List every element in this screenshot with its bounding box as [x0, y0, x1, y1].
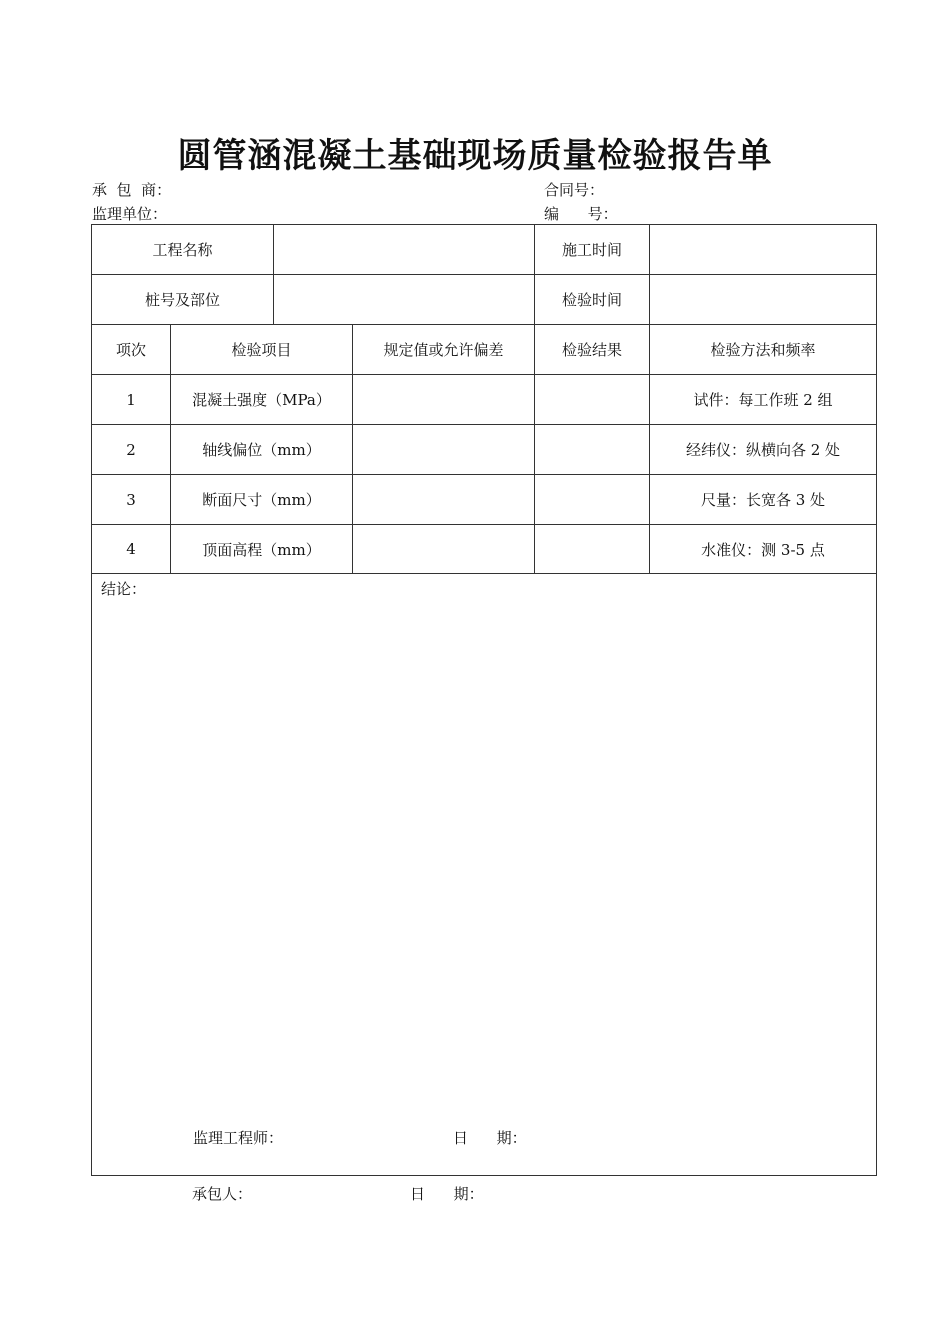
row-item: 混凝土强度（MPa） [192, 391, 331, 409]
construction-time-label: 施工时间 [561, 241, 622, 259]
row-result[interactable] [535, 425, 649, 474]
row-no: 2 [126, 440, 136, 459]
header-method-frequency: 检验方法和频率 [710, 341, 816, 359]
engineer-signature-label: 监理工程师： [193, 1129, 284, 1147]
row-divider [92, 573, 876, 574]
row-no: 3 [126, 490, 136, 509]
row-spec[interactable] [353, 425, 534, 474]
row-spec[interactable] [353, 525, 534, 573]
inspection-form [91, 224, 877, 1176]
contractor-date-label: 日 期： [410, 1185, 484, 1203]
construction-time-value[interactable] [650, 225, 876, 274]
row-result[interactable] [535, 525, 649, 573]
row-item: 顶面高程（mm） [202, 540, 321, 559]
engineer-date-label: 日 期： [453, 1129, 527, 1147]
row-method: 经纬仪：纵横向各 2 处 [685, 441, 841, 459]
row-item: 轴线偏位（mm） [202, 441, 321, 459]
contractor-signature-label: 承包人： [192, 1185, 253, 1203]
document-title: 圆管涵混凝土基础现场质量检验报告单 [177, 136, 773, 176]
row-method: 试件：每工作班 2 组 [693, 391, 833, 409]
station-location-label: 桩号及部位 [144, 291, 220, 309]
row-method: 水准仪：测 3-5 点 [701, 540, 825, 559]
supervisor-unit-label: 监理单位： [92, 205, 168, 223]
contractor-label: 承 包 商： [92, 181, 172, 199]
header-inspection-item: 检验项目 [231, 341, 292, 359]
station-location-value[interactable] [274, 275, 534, 324]
header-item-no: 项次 [115, 341, 146, 359]
header-spec-tolerance: 规定值或允许偏差 [383, 341, 504, 359]
row-item: 断面尺寸（mm） [202, 491, 321, 509]
inspection-time-label: 检验时间 [561, 291, 622, 309]
project-name-label: 工程名称 [152, 241, 213, 259]
row-result[interactable] [535, 475, 649, 524]
contract-no-label: 合同号： [544, 181, 605, 199]
row-no: 1 [126, 390, 136, 409]
conclusion-label: 结论： [101, 580, 147, 598]
project-name-value[interactable] [274, 225, 534, 274]
row-method: 尺量：长宽各 3 处 [700, 491, 826, 509]
row-no: 4 [126, 540, 136, 558]
row-result[interactable] [535, 375, 649, 424]
header-inspection-result: 检验结果 [561, 341, 622, 359]
inspection-time-value[interactable] [650, 275, 876, 324]
row-spec[interactable] [353, 475, 534, 524]
serial-no-label: 编 号： [544, 205, 618, 223]
row-spec[interactable] [353, 375, 534, 424]
